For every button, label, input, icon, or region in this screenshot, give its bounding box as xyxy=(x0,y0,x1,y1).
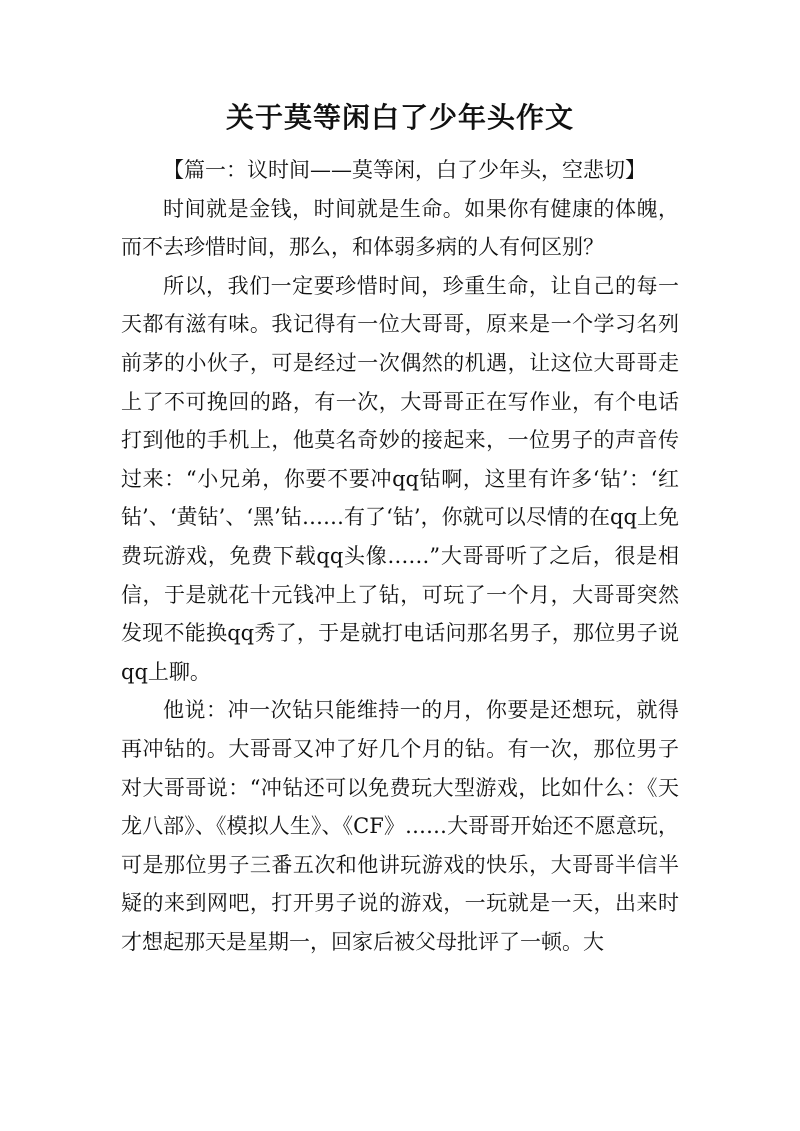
document-body xyxy=(121,151,679,961)
document-title: 关于莫等闲白了少年头作文 xyxy=(225,101,574,134)
section-heading: 【篇一：议时间——莫等闲，白了少年头，空悲切】 xyxy=(163,158,646,182)
paragraph-1: 时间就是金钱，时间就是生命。如果你有健康的体魄，而不去珍惜时间，那么，和体弱多病的人有何区别？ xyxy=(121,196,679,260)
paragraph-3: 他说：冲一次钻只能维持一的月，你要是还想玩，就得再冲钻的。大哥哥又冲了好几个月的钻。有一次，那位男子对大哥哥说：“冲钻还可以免费玩大型游戏，比如什么：《天龙八部》、《模拟人生》、《CF》……大哥哥开始还不愿意玩，可是那位男子三番五次和他讲玩游戏的快乐，大哥哥半信半疑的来到网吧，打开男子说的游戏，一玩就是一天，出来时才想起那天是星期一，回家后被父母批评了一顿。大 xyxy=(121,698,679,954)
paragraph-2: 所以，我们一定要珍惜时间，珍重生命，让自己的每一天都有滋有味。我记得有一位大哥哥，原来是一个学习名列前茅的小伙子，可是经过一次偶然的机遇，让这位大哥哥走上了不可挽回的路，有一次，大哥哥正在写作业，有个电话打到他的手机上，他莫名奇妙的接起来，一位男子的声音传过来：“小兄弟，你要不要冲qq钻啊，这里有许多‘钻’：‘红钻’、‘黄钻’、‘黑’钻……有了‘钻’，你就可以尽情的在qq上免费玩游戏，免费下载qq头像……”大哥哥听了之后，很是相信，于是就花十元钱冲上了钻，可玩了一个月，大哥哥突然发现不能换qq秀了，于是就打电话问那名男子，那位男子说qq上聊。 xyxy=(121,273,679,684)
